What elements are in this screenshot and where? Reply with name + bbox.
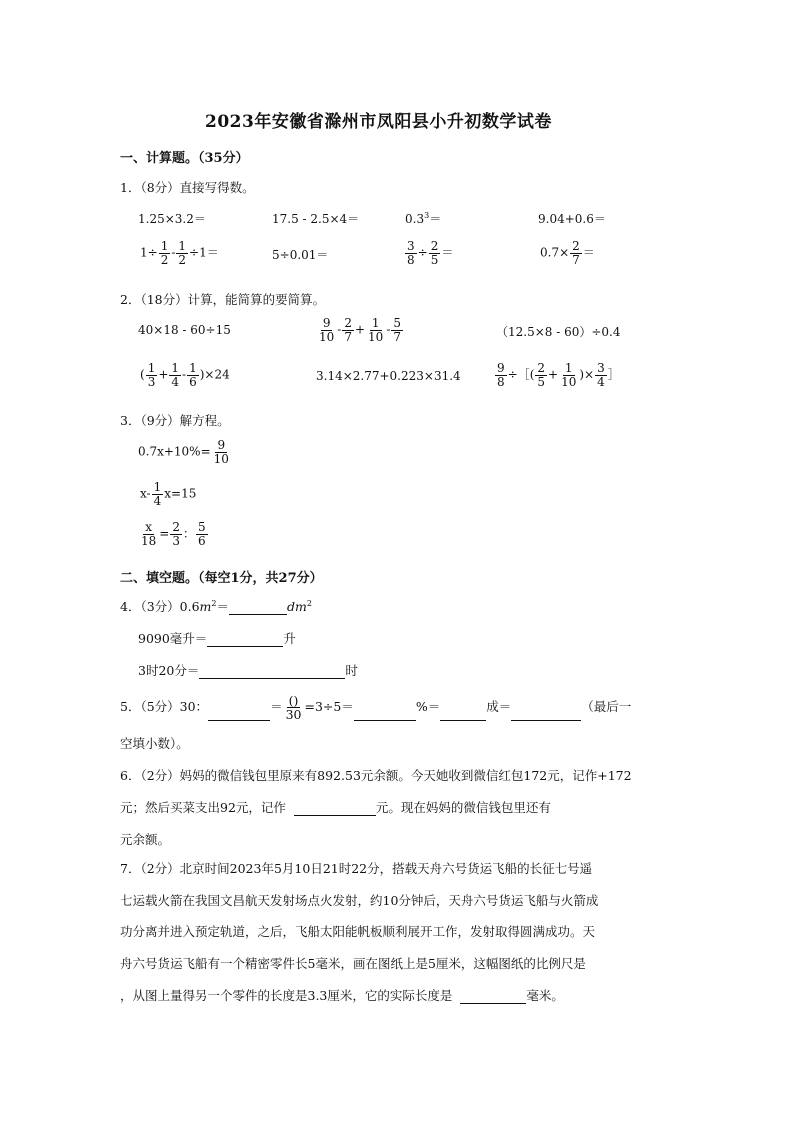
q3-equation-2: x- $\frac{1}{4}$ x=15 [140, 480, 197, 508]
q2-item-e: 3.14×2.77+0.223×31.4 [316, 369, 461, 383]
q2-item-a: 40×18 - 60÷15 [138, 323, 231, 337]
q2-item-c: （12.5×8 - 60）÷0.4 [496, 325, 621, 339]
q7-line-5: ，从图上量得另一个零件的长度是3.3厘米，它的实际长度是 毫米。 [120, 988, 564, 1003]
q2-item-f: $\frac{9}{8}$ ÷［( $\frac{2}{5}$ + $\frac{1}{10}$ )× $\frac{3}{4}$ ］ [497, 361, 620, 389]
q4-blank-3[interactable] [199, 665, 345, 679]
q2-item-d: ( $\frac{1}{3}$ + $\frac{1}{4}$ - $\frac{1}{6}$ )×24 [140, 361, 230, 389]
q7-line-2: 七运载火箭在我国文昌航天发射场点火发射，约10分钟后，天舟六号货运飞船与火箭成 [120, 893, 599, 908]
q7-line-3: 功分离并进入预定轨道，之后，飞船太阳能帆板顺利展开工作，发射取得圆满成功。天 [120, 924, 596, 939]
q1-item-h: 0.7× $\frac{2}{7}$ ＝ [540, 239, 595, 267]
q7-blank-1[interactable] [460, 990, 526, 1004]
q5-line-1: 5．（5分）30： ＝ $\frac{()}{30}$ =3÷5＝ %＝ 成＝ （最后一 [120, 693, 632, 723]
q6-line-3: 元余额。 [120, 832, 171, 847]
section-1-heading: 一、计算题。（35分） [120, 151, 249, 166]
page-title: 2023年安徽省滁州市凤阳县小升初数学试卷 [205, 112, 552, 132]
q7-line-1: 7．（2分）北京时间2023年5月10日21时22分，搭载天舟六号货运飞船的长征七号遥 [120, 861, 593, 876]
q2-item-b: $\frac{9}{10}$ - $\frac{2}{7}$ + $\frac{1}{10}$ - $\frac{5}{7}$ [319, 316, 402, 344]
q3-equation-1: 0.7x+10%= $\frac{9}{10}$ [138, 438, 229, 466]
q5-blank-4[interactable] [511, 707, 581, 721]
q6-line-1: 6．（2分）妈妈的微信钱包里原来有892.53元余额。今天她收到微信红包172元，记作+172 [120, 768, 632, 783]
q1-item-b: 17.5 - 2.5×4＝ [272, 212, 360, 226]
q6-blank-1[interactable] [294, 802, 376, 816]
q4-line-2: 9090毫升＝ 升 [138, 631, 296, 646]
q4-blank-1[interactable] [229, 601, 287, 615]
q4-blank-2[interactable] [207, 633, 283, 647]
q1-item-g: $\frac{3}{8}$ ÷ $\frac{2}{5}$ ＝ [407, 239, 454, 267]
q4-line-1: 4．（3分）$0.6m^2= dm^2$ [120, 598, 312, 614]
q2-stem: 2．（18分）计算，能简算的要简算。 [120, 292, 326, 307]
q5-blank-3[interactable] [440, 707, 486, 721]
q1-item-a: 1.25×3.2＝ [138, 212, 206, 226]
q1-item-f: 5÷0.01＝ [272, 248, 329, 262]
q5-line-2: 空填小数）。 [120, 736, 189, 751]
q1-item-d: 9.04+0.6＝ [538, 212, 606, 226]
q5-blank-1[interactable] [208, 707, 270, 721]
q4-line-3: 3时20分＝ 时 [138, 663, 358, 678]
q5-blank-2[interactable] [354, 707, 416, 721]
q1-item-e: 1÷ $\frac{1}{2}$ - $\frac{1}{2}$ ÷1＝ [140, 239, 219, 267]
q3-equation-3: $\frac{x}{18}$ = $\frac{2}{3}$ ： $\frac{5}{6}$ [141, 520, 206, 548]
q3-stem: 3．（9分）解方程。 [120, 413, 230, 428]
section-2-heading: 二、填空题。（每空1分，共27分） [120, 571, 323, 586]
q7-line-4: 舟六号货运飞船有一个精密零件长5毫米，画在图纸上是5厘米，这幅图纸的比例尺是 [120, 956, 586, 971]
q1-item-c: $0.3^3=$ [405, 211, 442, 226]
q1-stem: 1．（8分）直接写得数。 [120, 180, 255, 195]
q6-line-2: 元；然后买菜支出92元，记作 元。现在妈妈的微信钱包里还有 [120, 800, 551, 815]
